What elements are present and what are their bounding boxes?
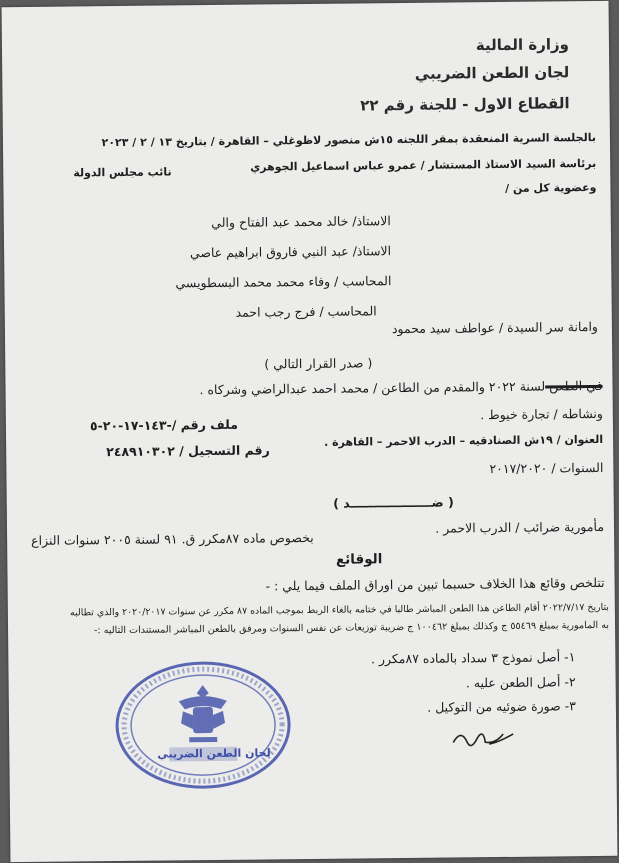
seal-caption: لجان الطعن الضريبي (157, 746, 271, 761)
member-2: الاستاذ/ عبد النبي فاروق ابراهيم عاصي (189, 243, 392, 261)
member-4: المحاسب / فرج رجب احمد (235, 303, 377, 320)
session-line: بالجلسة السرية المنعقدة بمقر اللجنه ١٥ش منصور لاظوغلي – القاهرة / بتاريخ ١٣ / ٢ / ٢٠٢٣ (101, 130, 597, 150)
decision-heading: ( صدر القرار التالي ) (264, 355, 373, 372)
committees-name: لجان الطعن الضريبي (414, 63, 570, 83)
appeal-struck-prefix: في الطعن (545, 377, 603, 394)
facts-heading: الوقائع (335, 551, 383, 568)
document-item-2: ٢- أصل الطعن عليه . (465, 674, 576, 691)
sector-title: القطاع الاول - للجنة رقم ٢٢ (360, 94, 570, 115)
signature (449, 722, 519, 753)
facts-intro: تتلخص وقائع هذا الخلاف حسبما تبين من اوراق الملف فيما يلي : - (265, 574, 605, 594)
chair-title: نائب مجلس الدولة (73, 165, 172, 180)
subject-line: بخصوص ماده ٨٧مكرر ق. ٩١ لسنة ٢٠٠٥ سنوات النزاع (31, 529, 314, 548)
member-3: المحاسب / وفاء محمد محمد البسطويسي (175, 273, 392, 291)
facts-body-2: به المامورية بمبلغ ٥٥٤٦٩ ج وكذلك بمبلغ ١٠٠٤٦٢ ج ضريبة توزيعات عن نفس السنوات ومرفق بالطعن المباشر المستندات التاليه :- (93, 619, 610, 637)
activity-line: ونشاطه / تجارة خيوط . (480, 405, 603, 423)
chair-line: برئاسة السيد الاستاذ المستشار / عمرو عباس اسماعيل الجوهري (250, 156, 597, 174)
member-1: الاستاذ/ خالد محمد عبد الفتاح والي (211, 213, 391, 231)
document-item-1: ١- أصل نموذج ٣ سداد بالماده ٨٧مكرر . (370, 649, 576, 667)
official-seal-icon (112, 654, 293, 796)
document-page (2, 1, 618, 862)
file-number: ملف رقم /-١٤٣-١٧-٢٠-٥ (89, 416, 239, 434)
appeal-line (199, 378, 602, 397)
years-line: السنوات / ٢٠١٧/٢٠٢٠ (489, 459, 604, 477)
facts-body-1: بتاريخ ٢٠٢٢/٧/١٧ أقام الطاعن هذا الطعن المباشر طالبا في ختامه بالغاء الربط بموجب الماده ٨٧ مكرر عن سنوات ٢٠٢٠/٢٠١٧ والذي تطالبه (69, 601, 609, 619)
appeal-text: لسنة ٢٠٢٢ والمقدم من الطاعن / محمد احمد عبدالراضي وشركاه . (199, 378, 546, 398)
ministry-name: وزارة المالية (475, 35, 570, 55)
address-line: العنوان / ١٩ش الصنادقيه – الدرب الاحمر – القاهرة . (324, 432, 604, 449)
tax-office-line: مأمورية ضرائب / الدرب الاحمر . (435, 518, 605, 536)
against-heading: ( ضـــــــــــــــــــد ) (333, 494, 454, 511)
members-intro: وعضوية كل من / (505, 180, 597, 195)
secretary-line: وامانة سر السيدة / عواطف سيد محمود (391, 318, 598, 337)
registration-number: رقم التسجيل / ٢٤٨٩١٠٣٠٢ (106, 442, 270, 460)
document-item-3: ٣- صورة ضوئيه من التوكيل . (427, 698, 576, 715)
